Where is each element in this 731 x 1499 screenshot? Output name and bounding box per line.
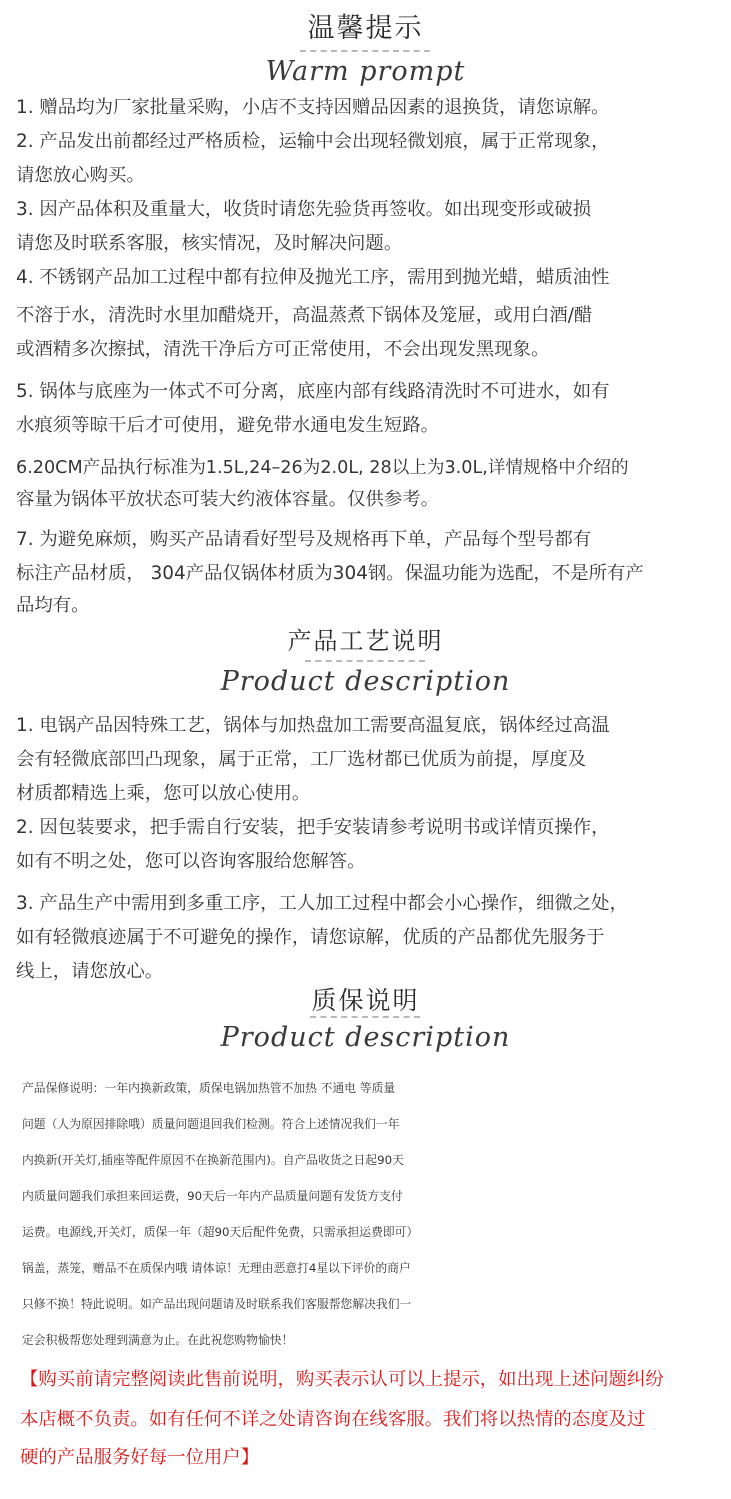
craft-line: 1. 电锅产品因特殊工艺，锅体与加热盘加工需要高温复底，锅体经过高温 (16, 715, 610, 736)
warranty-line: 定会积极帮您处理到满意为止。在此祝您购物愉快！ (22, 1333, 294, 1347)
craft-line: 材质都精选上乘，您可以放心使用。 (16, 783, 311, 804)
notice-line: 或酒精多次擦拭，清洗干净后方可正常使用，不会出现发黑现象。 (16, 339, 550, 360)
craft-line: 3. 产品生产中需用到多重工序，工人加工过程中都会小心操作，细微之处， (16, 893, 628, 914)
warm-prompt-subtitle: Warm prompt (265, 56, 466, 87)
notice-line: 标注产品材质， 304产品仅锅体材质为304钢。保温功能为选配，不是所有产 (16, 563, 644, 584)
craft-line: 如有轻微痕迹属于不可避免的操作，请您谅解，优质的产品都优先服务于 (16, 927, 605, 948)
craft-line: 如有不明之处，您可以咨询客服给您解答。 (16, 851, 366, 872)
product-craft-title: 产品工艺说明 (287, 627, 444, 655)
warranty-line: 内换新(开关灯,插座等配件原因不在换新范围内)。自产品收货之日起90天 (22, 1153, 404, 1167)
purchase-notice-line: 【购买前请完整阅读此售前说明，购买表示认可以上提示，如出现上述问题纠纷 (20, 1369, 664, 1390)
notice-line: 容量为锅体平放状态可装大约液体容量。仅供参考。 (16, 489, 439, 510)
notice-line: 5. 锅体与底座为一体式不可分离，底座内部有线路清洗时不可进水，如有 (16, 381, 610, 402)
notice-line: 4. 不锈钢产品加工过程中都有拉伸及抛光工序，需用到抛光蜡，蜡质油性 (16, 267, 610, 288)
title-divider (300, 50, 430, 52)
notice-line: 不溶于水，清洗时水里加醋烧开，高温蒸煮下锅体及笼屉，或用白酒/醋 (16, 305, 593, 326)
warranty-line: 问题（人为原因排除哦）质量问题退回我们检测。符合上述情况我们一年 (22, 1117, 400, 1131)
title-divider (305, 660, 425, 662)
purchase-notice-line: 硬的产品服务好每一位用户】 (20, 1447, 260, 1468)
warranty-title: 质保说明 (311, 986, 420, 1015)
warranty-line: 锅盖，蒸笼，赠品不在质保内哦 请体谅！无理由恶意打4星以下评价的商户 (22, 1261, 411, 1275)
warranty-subtitle: Product description (220, 1022, 511, 1053)
product-craft-subtitle: Product description (220, 666, 511, 697)
craft-line: 会有轻微底部凹凸现象，属于正常，工厂选材都已优质为前提，厚度及 (16, 749, 587, 770)
purchase-notice-line: 本店概不负责。如有任何不详之处请咨询在线客服。我们将以热情的态度及过 (20, 1409, 646, 1430)
notice-line: 请您放心购买。 (16, 165, 145, 186)
notice-line: 品均有。 (16, 595, 90, 616)
notice-line: 6.20CM产品执行标准为1.5L,24–26为2.0L, 28以上为3.0L,详情规格中介绍的 (16, 458, 629, 478)
craft-line: 线上，请您放心。 (16, 961, 164, 982)
notice-line: 1. 赠品均为厂家批量采购，小店不支持因赠品因素的退换货，请您谅解。 (16, 97, 610, 118)
warm-prompt-title: 温馨提示 (307, 13, 424, 44)
warranty-line: 只修不换！特此说明。如产品出现问题请及时联系我们客服帮您解决我们一 (22, 1297, 412, 1311)
warranty-line: 产品保修说明：一年内换新政策，质保电锅加热管不加热 不通电 等质量 (22, 1081, 396, 1095)
warranty-line: 运费。电源线,开关灯，质保一年（超90天后配件免费，只需承担运费即可） (22, 1225, 419, 1239)
notice-line: 7. 为避免麻烦，购买产品请看好型号及规格再下单，产品每个型号都有 (16, 529, 592, 550)
notice-line: 3. 因产品体积及重量大，收货时请您先验货再签收。如出现变形或破损 (16, 199, 592, 220)
warranty-line: 内质量问题我们承担来回运费，90天后一年内产品质量问题有发货方支付 (22, 1189, 403, 1203)
notice-line: 请您及时联系客服，核实情况，及时解决问题。 (16, 233, 403, 254)
notice-line: 2. 产品发出前都经过严格质检，运输中会出现轻微划痕，属于正常现象， (16, 131, 610, 152)
notice-line: 水痕须等晾干后才可使用，避免带水通电发生短路。 (16, 415, 439, 436)
craft-line: 2. 因包装要求，把手需自行安装，把手安装请参考说明书或详情页操作， (16, 817, 610, 838)
title-divider (310, 1016, 420, 1018)
